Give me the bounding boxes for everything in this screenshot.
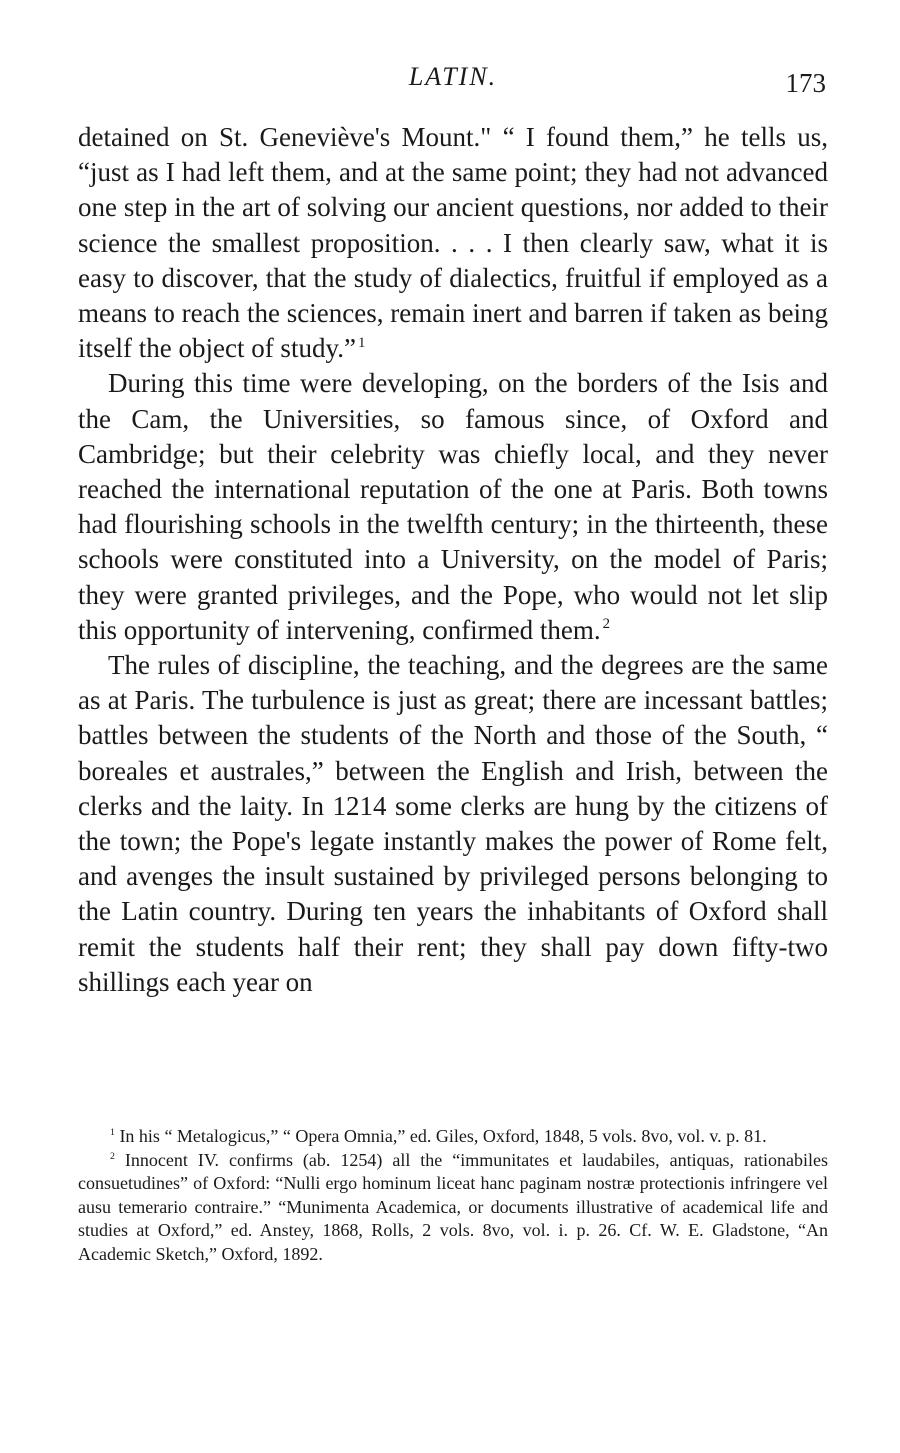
footnotes (78, 1125, 828, 1267)
footnote-ref-2: 2 (602, 616, 611, 633)
paragraph-2-text: During this time were developing, on the borders of the Isis and the Cam, the Universities, so famous since, of Oxford and Cambridge; but their celebrity was chiefly local, and they never reached the international reputation of the one at Paris. Both towns had flourishing schools in the twelfth century; in the thirteenth, these schools were constituted into a University, on the model of Paris; they were granted privileges, and the Pope, who would not let slip this opportunity of intervening, confirmed them. (78, 368, 828, 645)
running-title: LATIN. (408, 62, 498, 91)
paragraph-3-text: The rules of discipline, the teaching, and the degrees are the same as at Paris. The turbulence is just as great; there are incessant battles; battles between the students of the North and those of the South, “ boreales et australes,” between the English and Irish, between the clerks and the laity. In 1214 some clerks are hung by the citizens of the town; the Pope's legate instantly makes the power of Rome felt, and avenges the insult sustained by privileged persons belonging to the Latin country. During ten years the inhabitants of Oxford shall remit the students half their rent; they shall pay down fifty-two shillings each year on (78, 650, 828, 997)
paragraph-1-text: detained on St. Geneviève's Mount." “ I found them,” he tells us, “just as I had left them, and at the same point; they had not advanced one step in the art of solving our ancient questions, nor added to their science the smallest proposition. . . . I then clearly saw, what it is easy to discover, that the study of dialectics, fruitful if employed as a means to reach the sciences, remain inert and barren if taken as being itself the object of study.” (78, 122, 828, 364)
footnote-1-marker: 1 (110, 1127, 115, 1139)
footnote-1 (78, 1125, 828, 1149)
paragraph-2 (78, 366, 828, 648)
footnote-1-text: In his “ Metalogicus,” “ Opera Omnia,” ed. Giles, Oxford, 1848, 5 vols. 8vo, vol. v. p. 81. (119, 1126, 767, 1146)
running-head (78, 62, 828, 102)
paragraph-3 (78, 648, 828, 1000)
footnote-ref-1: 1 (357, 334, 366, 351)
footnote-2 (78, 1149, 828, 1267)
paragraph-1 (78, 120, 828, 366)
page-number: 173 (785, 68, 826, 98)
footnote-2-marker: 2 (110, 1150, 115, 1162)
footnote-2-text: Innocent IV. confirms (ab. 1254) all the “immunitates et laudabiles, antiquas, rationabiles consuetudines” of Oxford: “Nulli ergo hominum liceat hanc paginam nostræ protectionis infringere vel ausu temerario contraire.” “Munimenta Academica, or documents illustrative of academical life and studies at Oxford,” ed. Anstey, 1868, Rolls, 2 vols. 8vo, vol. i. p. 26. Cf. W. E. Gladstone, “An Academic Sketch,” Oxford, 1892. (78, 1149, 828, 1264)
body-text (78, 120, 828, 1000)
